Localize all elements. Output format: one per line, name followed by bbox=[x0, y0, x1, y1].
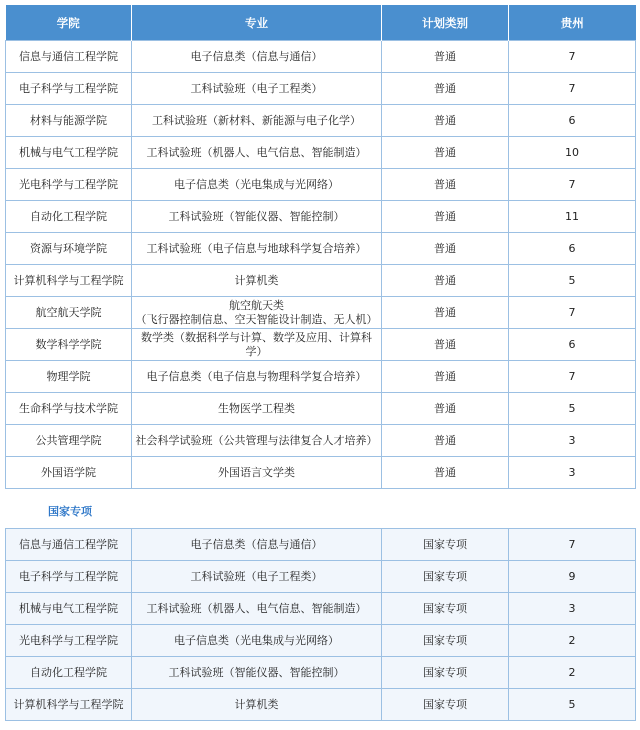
header-college: 学院 bbox=[6, 5, 132, 41]
cell-major: 工科试验班（智能仪器、智能控制） bbox=[132, 657, 382, 689]
cell-college: 电子科学与工程学院 bbox=[6, 73, 132, 105]
cell-plan-type: 普通 bbox=[382, 425, 509, 457]
cell-major: 电子信息类（信息与通信） bbox=[132, 529, 382, 561]
cell-major: 外国语言文学类 bbox=[132, 457, 382, 489]
table-row bbox=[6, 137, 636, 169]
cell-major: 工科试验班（电子工程类） bbox=[132, 73, 382, 105]
cell-plan-type: 普通 bbox=[382, 169, 509, 201]
cell-major: 工科试验班（电子工程类） bbox=[132, 561, 382, 593]
cell-quota: 2 bbox=[509, 625, 636, 657]
cell-quota: 7 bbox=[509, 297, 636, 329]
cell-quota: 6 bbox=[509, 329, 636, 361]
cell-major: 工科试验班（机器人、电气信息、智能制造） bbox=[132, 137, 382, 169]
cell-college: 计算机科学与工程学院 bbox=[6, 265, 132, 297]
table-row bbox=[6, 329, 636, 361]
cell-college: 机械与电气工程学院 bbox=[6, 137, 132, 169]
table-row bbox=[6, 657, 636, 689]
cell-major: 电子信息类（光电集成与光网络） bbox=[132, 169, 382, 201]
cell-major: 计算机类 bbox=[132, 265, 382, 297]
cell-major: 社会科学试验班（公共管理与法律复合人才培养） bbox=[132, 425, 382, 457]
cell-plan-type: 普通 bbox=[382, 73, 509, 105]
table-header-row bbox=[6, 5, 636, 41]
cell-college: 机械与电气工程学院 bbox=[6, 593, 132, 625]
table-row bbox=[6, 593, 636, 625]
table-row bbox=[6, 105, 636, 137]
cell-college: 材料与能源学院 bbox=[6, 105, 132, 137]
cell-plan-type: 普通 bbox=[382, 105, 509, 137]
table-row bbox=[6, 625, 636, 657]
cell-plan-type: 国家专项 bbox=[382, 529, 509, 561]
cell-college: 外国语学院 bbox=[6, 457, 132, 489]
cell-college: 信息与通信工程学院 bbox=[6, 41, 132, 73]
cell-plan-type: 国家专项 bbox=[382, 625, 509, 657]
table-row bbox=[6, 529, 636, 561]
cell-college: 数学科学学院 bbox=[6, 329, 132, 361]
cell-plan-type: 国家专项 bbox=[382, 657, 509, 689]
table-row bbox=[6, 393, 636, 425]
cell-plan-type: 普通 bbox=[382, 265, 509, 297]
header-guizhou: 贵州 bbox=[509, 5, 636, 41]
cell-college: 计算机科学与工程学院 bbox=[6, 689, 132, 721]
cell-quota: 9 bbox=[509, 561, 636, 593]
cell-plan-type: 国家专项 bbox=[382, 561, 509, 593]
cell-plan-type: 普通 bbox=[382, 137, 509, 169]
cell-plan-type: 普通 bbox=[382, 457, 509, 489]
special-plan-table bbox=[5, 528, 636, 721]
cell-college: 资源与环境学院 bbox=[6, 233, 132, 265]
cell-college: 信息与通信工程学院 bbox=[6, 529, 132, 561]
cell-major: 数学类（数据科学与计算、数学及应用、计算科学） bbox=[132, 329, 382, 361]
cell-plan-type: 普通 bbox=[382, 297, 509, 329]
cell-plan-type: 普通 bbox=[382, 41, 509, 73]
cell-college: 航空航天学院 bbox=[6, 297, 132, 329]
cell-quota: 6 bbox=[509, 105, 636, 137]
cell-quota: 11 bbox=[509, 201, 636, 233]
cell-quota: 5 bbox=[509, 265, 636, 297]
cell-major: 工科试验班（智能仪器、智能控制） bbox=[132, 201, 382, 233]
table-row bbox=[6, 201, 636, 233]
cell-college: 物理学院 bbox=[6, 361, 132, 393]
table-row bbox=[6, 457, 636, 489]
table-row bbox=[6, 425, 636, 457]
table-row bbox=[6, 233, 636, 265]
cell-plan-type: 国家专项 bbox=[382, 689, 509, 721]
table-row bbox=[6, 689, 636, 721]
cell-college: 电子科学与工程学院 bbox=[6, 561, 132, 593]
cell-quota: 7 bbox=[509, 361, 636, 393]
ordinary-plan-table bbox=[5, 5, 636, 489]
cell-college: 自动化工程学院 bbox=[6, 657, 132, 689]
cell-major: 电子信息类（光电集成与光网络） bbox=[132, 625, 382, 657]
table-row bbox=[6, 41, 636, 73]
table-row bbox=[6, 73, 636, 105]
cell-quota: 7 bbox=[509, 169, 636, 201]
cell-major: 工科试验班（新材料、新能源与电子化学） bbox=[132, 105, 382, 137]
cell-quota: 7 bbox=[509, 73, 636, 105]
header-plan-type: 计划类别 bbox=[382, 5, 509, 41]
cell-college: 光电科学与工程学院 bbox=[6, 625, 132, 657]
cell-major: 电子信息类（信息与通信） bbox=[132, 41, 382, 73]
cell-college: 自动化工程学院 bbox=[6, 201, 132, 233]
cell-major: 计算机类 bbox=[132, 689, 382, 721]
table-row bbox=[6, 297, 636, 329]
table-row bbox=[6, 169, 636, 201]
cell-quota: 7 bbox=[509, 529, 636, 561]
cell-major: 航空航天类 （飞行器控制信息、空天智能设计制造、无人机） bbox=[132, 297, 382, 329]
cell-major: 工科试验班（电子信息与地球科学复合培养） bbox=[132, 233, 382, 265]
cell-plan-type: 普通 bbox=[382, 233, 509, 265]
cell-quota: 3 bbox=[509, 425, 636, 457]
cell-quota: 7 bbox=[509, 41, 636, 73]
cell-quota: 5 bbox=[509, 689, 636, 721]
cell-college: 公共管理学院 bbox=[6, 425, 132, 457]
cell-quota: 3 bbox=[509, 593, 636, 625]
cell-college: 光电科学与工程学院 bbox=[6, 169, 132, 201]
cell-plan-type: 普通 bbox=[382, 201, 509, 233]
header-major: 专业 bbox=[132, 5, 382, 41]
cell-quota: 6 bbox=[509, 233, 636, 265]
cell-plan-type: 普通 bbox=[382, 361, 509, 393]
cell-major: 工科试验班（机器人、电气信息、智能制造） bbox=[132, 593, 382, 625]
table-row bbox=[6, 561, 636, 593]
cell-college: 生命科学与技术学院 bbox=[6, 393, 132, 425]
cell-quota: 10 bbox=[509, 137, 636, 169]
cell-major: 电子信息类（电子信息与物理科学复合培养） bbox=[132, 361, 382, 393]
cell-plan-type: 普通 bbox=[382, 393, 509, 425]
cell-quota: 2 bbox=[509, 657, 636, 689]
cell-quota: 5 bbox=[509, 393, 636, 425]
table-row bbox=[6, 265, 636, 297]
table-row bbox=[6, 361, 636, 393]
cell-plan-type: 普通 bbox=[382, 329, 509, 361]
cell-quota: 3 bbox=[509, 457, 636, 489]
section-title: 国家专项 bbox=[48, 505, 92, 518]
cell-major: 生物医学工程类 bbox=[132, 393, 382, 425]
cell-plan-type: 国家专项 bbox=[382, 593, 509, 625]
